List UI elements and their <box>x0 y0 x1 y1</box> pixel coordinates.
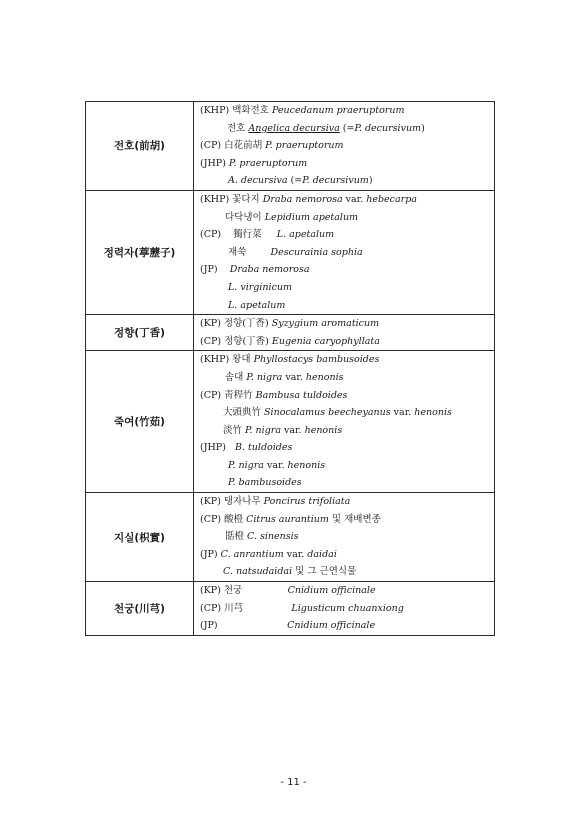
species-line <box>194 102 494 120</box>
scientific-name: hebecarpa <box>366 193 417 205</box>
scientific-name: henonis <box>304 424 343 436</box>
species-text: var. <box>263 459 288 471</box>
species-line <box>194 261 494 279</box>
species-text: var. <box>390 407 415 419</box>
herb-species-cell <box>194 315 495 351</box>
species-text: 재쑥 <box>228 246 271 258</box>
species-line <box>194 315 494 333</box>
species-line <box>194 137 494 155</box>
species-line <box>194 546 494 564</box>
herb-name: 정력자(葶藶子) <box>86 190 194 314</box>
scientific-name: Draba nemorosa <box>229 264 310 276</box>
species-line <box>194 493 494 511</box>
species-text: (KP) 탱자나무 <box>200 496 264 508</box>
species-text: var. <box>342 193 367 205</box>
species-line <box>194 120 494 138</box>
scientific-name: C. sinensis <box>247 531 299 543</box>
species-text: (KHP) 꽃다지 <box>200 193 263 205</box>
herb-species-cell <box>194 190 495 314</box>
species-line <box>194 457 494 475</box>
species-text: var. <box>282 371 306 383</box>
scientific-name: Sinocalamus beecheyanus <box>264 407 391 419</box>
herb-row <box>86 315 495 351</box>
scientific-name: P. praeruptorum <box>265 140 344 152</box>
species-text: 및 재배변종 <box>328 513 381 525</box>
scientific-name: Eugenia caryophyllata <box>271 335 380 347</box>
herb-name: 지실(枳實) <box>86 493 194 582</box>
scientific-name: Ligusticum chuanxiong <box>291 602 404 614</box>
species-text: (CP) 靑稈竹 <box>200 389 256 401</box>
herb-row <box>86 190 495 314</box>
herb-name: 정향(丁香) <box>86 315 194 351</box>
scientific-name: henonis <box>287 459 326 471</box>
species-line <box>194 155 494 173</box>
scientific-name: B. tuldoides <box>234 442 293 454</box>
species-line <box>194 528 494 546</box>
species-text: ) <box>421 122 425 134</box>
scientific-name: P. nigra <box>246 371 283 383</box>
scientific-name: L. virginicum <box>228 281 293 293</box>
herb-name: 천궁(川芎) <box>86 582 194 636</box>
species-text: (CP) 酸橙 <box>200 513 247 525</box>
scientific-name: henonis <box>414 407 452 419</box>
species-line <box>194 191 494 209</box>
species-text: 솜대 <box>225 371 247 383</box>
species-text: var. <box>280 424 305 436</box>
scientific-name: A. decursiva <box>228 175 288 187</box>
scientific-name: Cnidium officinale <box>287 620 376 632</box>
species-text: (CP) 白花前胡 <box>200 140 266 152</box>
herb-species-cell <box>194 351 495 493</box>
scientific-name: daidai <box>307 548 337 560</box>
species-line <box>194 617 494 635</box>
scientific-name: Descurainia sophia <box>270 246 363 258</box>
page-number: - 11 - <box>280 777 307 788</box>
species-text: (= <box>339 122 355 134</box>
species-text: 다닥냉이 <box>225 211 265 223</box>
species-text: 甛橙 <box>225 531 248 543</box>
scientific-name: henonis <box>305 371 344 383</box>
scientific-name: P. decursivum <box>354 122 422 134</box>
herb-row <box>86 102 495 191</box>
species-line <box>194 369 494 387</box>
scientific-name: P. nigra <box>228 459 264 471</box>
species-text: (KP) 천궁 <box>200 585 288 597</box>
scientific-name: C. natsudaidai <box>223 566 293 578</box>
scientific-name: Lepidium apetalum <box>264 211 359 223</box>
species-line <box>194 404 494 422</box>
species-text: (KHP) 왕대 <box>200 354 254 366</box>
species-text: (CP) 獨行菜 <box>200 229 277 241</box>
herb-row <box>86 493 495 582</box>
species-line <box>194 244 494 262</box>
scientific-name: P. praeruptorum <box>228 157 308 169</box>
species-text: (JHP) <box>200 442 235 454</box>
species-line <box>194 563 494 581</box>
scientific-name: Draba nemorosa <box>262 193 343 205</box>
scientific-name: Syzygium aromaticum <box>271 318 380 330</box>
herb-origin-table <box>85 101 495 636</box>
species-line <box>194 474 494 492</box>
species-text: 전호 <box>227 122 249 134</box>
herb-table-body <box>86 102 495 636</box>
species-line <box>194 209 494 227</box>
species-line <box>194 351 494 369</box>
species-text: (JP) <box>200 548 221 560</box>
species-text: 淡竹 <box>223 424 246 436</box>
species-text: (JP) <box>200 620 288 632</box>
species-text: (CP) 川芎 <box>200 602 292 614</box>
scientific-name: Cnidium officinale <box>287 585 376 597</box>
herb-row <box>86 351 495 493</box>
scientific-name: Peucedanum praeruptorum <box>271 105 405 116</box>
herb-species-cell <box>194 102 495 191</box>
scientific-name: Poncirus trifoliata <box>263 496 351 508</box>
species-line <box>194 439 494 457</box>
species-text: (CP) 정향(丁香) <box>200 335 272 347</box>
species-text: 大頭典竹 <box>223 407 265 419</box>
herb-name: 전호(前胡) <box>86 102 194 191</box>
species-line <box>194 511 494 529</box>
species-line <box>194 226 494 244</box>
species-text: ) <box>368 175 373 187</box>
species-text: var. <box>283 548 308 560</box>
species-line <box>194 387 494 405</box>
scientific-name: Citrus aurantium <box>246 513 329 525</box>
species-line <box>194 600 494 618</box>
herb-species-cell <box>194 493 495 582</box>
species-line <box>194 582 494 600</box>
scientific-name: P. bambusoides <box>228 477 302 489</box>
species-line <box>194 422 494 440</box>
species-text: 및 그 근연식물 <box>292 566 357 578</box>
scientific-name: L. apetalum <box>276 229 335 241</box>
species-text: (JHP) <box>200 157 229 169</box>
scientific-name: C. anrantium <box>220 548 284 560</box>
species-line <box>194 172 494 190</box>
species-line <box>194 297 494 315</box>
species-line <box>194 333 494 351</box>
species-text: (= <box>287 175 303 187</box>
species-line <box>194 279 494 297</box>
herb-species-cell <box>194 582 495 636</box>
species-text: (JP) <box>200 264 230 276</box>
scientific-name: P. nigra <box>245 424 281 436</box>
herb-row <box>86 582 495 636</box>
scientific-name: Bambusa tuldoides <box>255 389 348 401</box>
scientific-name: Phyllostacys bambusoides <box>253 354 380 366</box>
herb-name: 죽여(竹茹) <box>86 351 194 493</box>
scientific-name: P. decursivum <box>302 175 369 187</box>
scientific-name: L. apetalum <box>228 299 286 311</box>
species-text: (KHP) 백화전호 <box>200 105 272 116</box>
scientific-name: Angelica decursiva <box>248 122 340 134</box>
species-text: (KP) 정향(丁香) <box>200 318 272 330</box>
